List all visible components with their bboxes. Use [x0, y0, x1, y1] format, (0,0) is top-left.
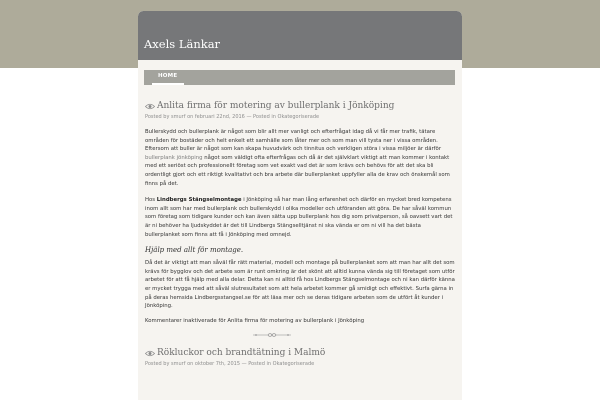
- page-container: [138, 11, 462, 400]
- company-name: Lindbergs Stängselmontage: [156, 197, 242, 204]
- eye-icon: [145, 350, 155, 357]
- meta-posted-in: — Posted in: [246, 114, 276, 120]
- post-paragraph: Då det är viktigt att man såväl får rätt material, modell och montage på bullerplanket som att man har allt det som krävs för bygglov och det arbete som är runt omkring är det skönt att alltid kunna vända sig till företaget som utför arbetet för att få hjälp med alla delar. Detta kan ni alltid få hos Lindbergs Stängselmontage och ni kan därför känna er mycket trygga med att såväl slutresultatet som att hela arbetet kommer gå smidigt och effektivt. Surfa gärna in på deras hemsida Lindbergsstangsel.se för att läsa mer och se deras tidigare arbeten som de utfört åt kunder i Jönköping.: [145, 260, 455, 310]
- meta-on: on: [187, 361, 194, 368]
- nav-item-home[interactable]: HOME: [158, 73, 178, 79]
- meta-prefix: Posted by: [145, 114, 170, 120]
- meta-on: on: [187, 114, 194, 120]
- post-title: [145, 348, 455, 358]
- post-title: [145, 101, 455, 111]
- post-subheading: Hjälp med allt för montage.: [145, 246, 244, 255]
- meta-prefix: Posted by: [145, 361, 170, 368]
- comments-status: Kommentarer inaktiverade för Anlita firma för motering av bullerplank i Jönköping: [145, 317, 365, 324]
- paragraph-text: Hos: [145, 197, 156, 204]
- main-nav: [144, 70, 455, 85]
- post-date: februari 22nd, 2016: [194, 114, 245, 120]
- post: [145, 101, 455, 339]
- paragraph-text: i Jönköping så har man lång erfarenhet och därför en mycket bred kompetens inom allt som har med bullerplank och bullerskydd i olika modeller och utföranden att göra. De har såväl kommun som företag som tidigare kunder och kan även sätta upp bullerplank hos dig som privatperson, så oavsett vart det är ni behöver ha ljudskyddet är det till Lindbergs Stängselltjänst ni ska vända er om ni vill ha det bästa bullerplanket som finns att få i Jönköping med omnejd.: [145, 197, 453, 238]
- post: [145, 348, 455, 367]
- post-paragraph: [145, 128, 455, 188]
- category-link[interactable]: Okategoriserade: [272, 361, 315, 368]
- paragraph-text: Bullerskydd och bullerplank är något som blir allt mer vanligt och efterfrågat idag då vi får mer trafik, tätare områden för bostäder och helt enkelt ett samhälle som låter mer och som man vill tysta ner i vissa områden. Eftersom att buller är något som kan skapa huvudvärk och tinnitus och verkligen störa i vissa miljöer är därför: [145, 129, 442, 153]
- ornament-divider-icon: [252, 331, 292, 339]
- meta-posted-in: — Posted in: [241, 361, 272, 368]
- site-header: [138, 11, 462, 60]
- post-meta: [145, 114, 455, 120]
- nav-active-indicator: [152, 83, 184, 85]
- author-link[interactable]: smurf: [171, 114, 186, 120]
- post-meta: [145, 361, 455, 367]
- content-area: [145, 101, 455, 367]
- category-link[interactable]: Okategoriserade: [277, 114, 320, 120]
- author-link[interactable]: smurf: [171, 361, 186, 368]
- site-title[interactable]: Axels Länkar: [144, 37, 221, 51]
- post-title-link[interactable]: Anlita firma för motering av bullerplank i Jönköping: [157, 101, 395, 111]
- bullerplank-link[interactable]: bullerplank jönköping: [145, 154, 203, 161]
- paragraph-text: något som väldigt ofta efterfrågas och då är det självklart viktigt att man kommer i kontakt med ett seriöst och professionellt företag som vet exakt vad det är som krävs och behövs för att det ska bli ordentligt gjort och ett riktigt kvalitativt och bra arbete där bullerplanket uppfyller alla de krav och önskemål som finns på det.: [145, 154, 450, 187]
- post-title-link[interactable]: Rökluckor och brandtätning i Malmö: [157, 348, 326, 359]
- post-paragraph: [145, 196, 455, 239]
- eye-icon: [145, 103, 155, 110]
- post-date: oktober 7th, 2015: [194, 361, 241, 368]
